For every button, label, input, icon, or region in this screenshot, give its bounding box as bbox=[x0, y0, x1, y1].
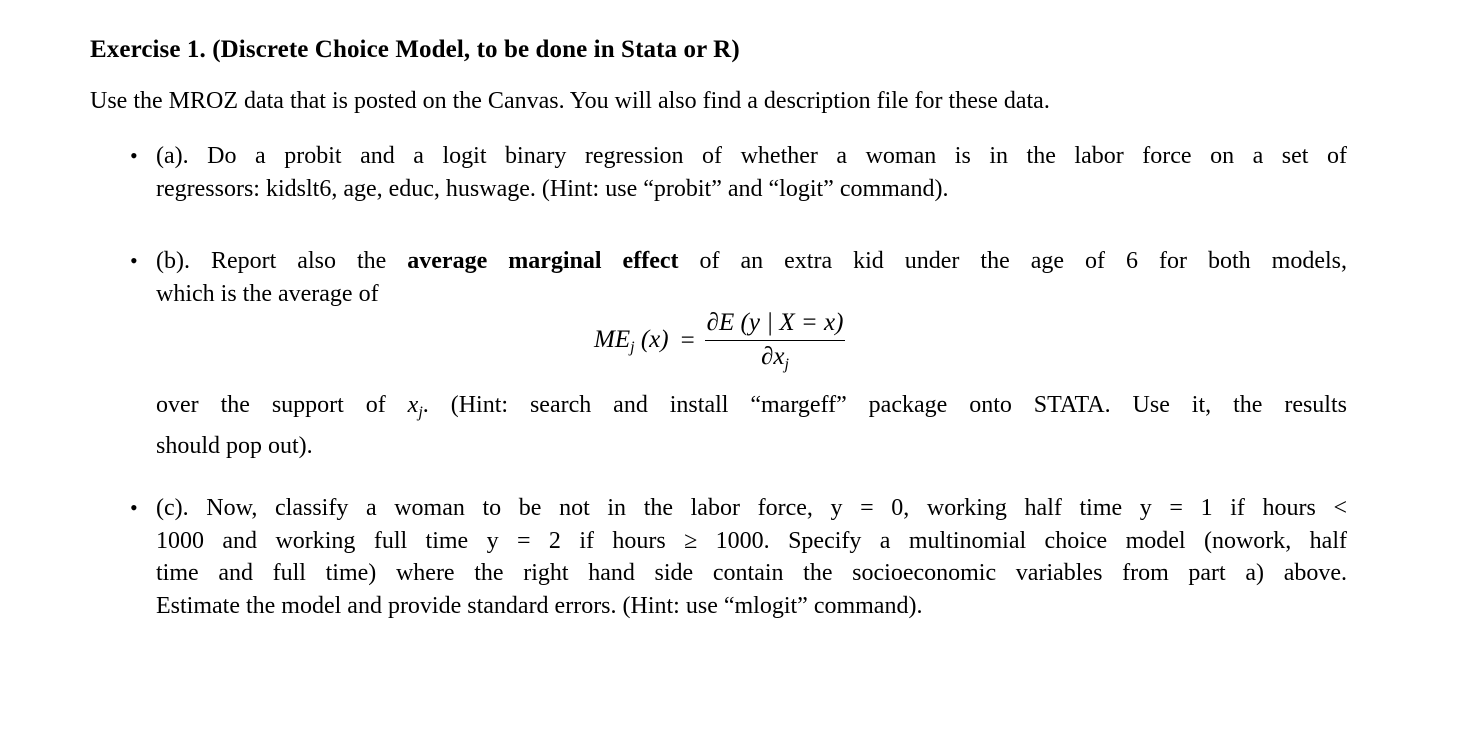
item-a-line-1: (a). Do a probit and a logit binary regression of whether a woman is in the labor force on a set of bbox=[156, 143, 1347, 169]
formula-lhs-main: ME bbox=[594, 325, 631, 353]
formula-fraction bbox=[705, 309, 846, 374]
item-c-line-2: 1000 and working full time y = 2 if hours ≥ 1000. Specify a multinomial choice model (nowork, half bbox=[156, 527, 1347, 554]
list-item-b bbox=[156, 245, 1347, 310]
item-b-line-1 bbox=[156, 245, 1347, 278]
item-b-text: over the support of bbox=[156, 392, 408, 418]
formula-equals: = bbox=[680, 327, 695, 354]
formula-lhs-subscript: j bbox=[630, 338, 635, 356]
list-item-c bbox=[156, 492, 1347, 622]
inline-math-subscript: j bbox=[418, 404, 423, 421]
formula-denominator bbox=[761, 341, 789, 374]
item-c-line-1: (c). Now, classify a woman to be not in the labor force, y = 0, working half time y = 1 if hours < bbox=[156, 495, 1347, 521]
list-item-a bbox=[156, 140, 1347, 205]
bullet-icon: • bbox=[130, 495, 138, 520]
formula-lhs-arg: (x) bbox=[634, 325, 669, 353]
item-b-text: (b). Report also the bbox=[156, 248, 408, 274]
bullet-icon: • bbox=[130, 248, 138, 273]
formula-lhs bbox=[594, 326, 669, 357]
exercise-heading: Exercise 1. (Discrete Choice Model, to be done in Stata or R) bbox=[90, 36, 740, 63]
item-b-text: of an extra kid under the age of 6 for both models, bbox=[678, 248, 1347, 274]
item-b-text: . (Hint: search and install “margeff” package onto STATA. Use it, the results bbox=[422, 392, 1347, 418]
intro-paragraph: Use the MROZ data that is posted on the Canvas. You will also find a description file for these data. bbox=[90, 88, 1050, 114]
item-b-line-4: should pop out). bbox=[156, 432, 313, 459]
marginal-effect-formula bbox=[594, 306, 845, 376]
bullet-icon: • bbox=[130, 143, 138, 168]
item-a-line-2: regressors: kidslt6, age, educ, huswage. (Hint: use “probit” and “logit” command). bbox=[156, 175, 949, 202]
item-c-line-4: Estimate the model and provide standard errors. (Hint: use “mlogit” command). bbox=[156, 592, 923, 619]
item-b-line-3 bbox=[156, 389, 1347, 430]
formula-denominator-main: ∂x bbox=[761, 342, 785, 370]
bold-term: average marginal effect bbox=[407, 248, 679, 274]
item-c-line-3: time and full time) where the right hand side contain the socioeconomic variables from part a) above. bbox=[156, 560, 1347, 586]
formula-numerator: ∂E (y | X = x) bbox=[705, 309, 846, 341]
formula-denominator-subscript: j bbox=[784, 355, 789, 373]
inline-math-x: x bbox=[407, 392, 419, 418]
list-item-b-continued bbox=[156, 389, 1347, 462]
item-b-line-2: which is the average of bbox=[156, 280, 379, 307]
